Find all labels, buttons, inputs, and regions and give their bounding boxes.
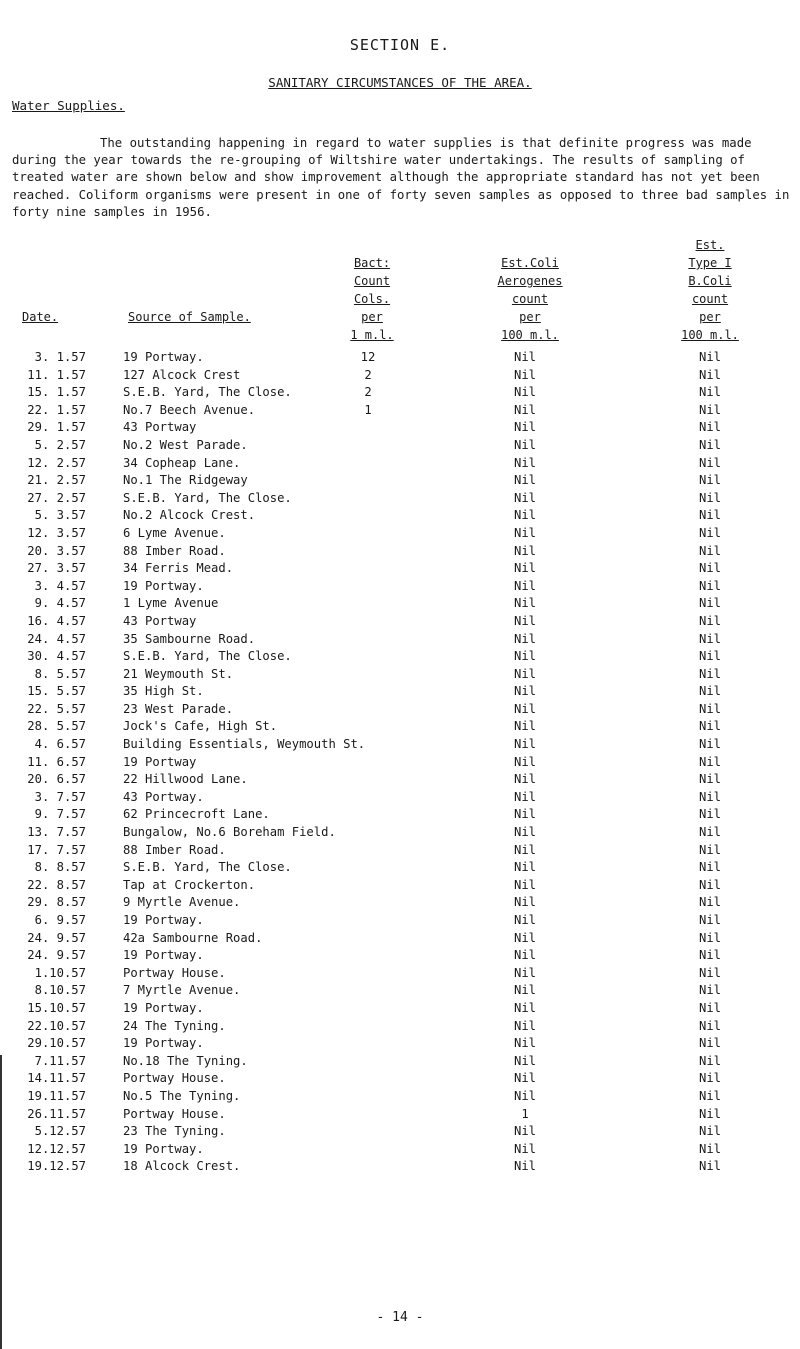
source-cell: Tap at Crockerton. <box>123 877 256 892</box>
header-line: per <box>519 310 541 324</box>
coli-count-cell: Nil <box>513 473 536 488</box>
coli-count-cell: Nil <box>513 596 536 611</box>
source-cell: No.7 Beech Avenue. <box>123 402 256 417</box>
coli-count-cell: Nil <box>513 719 536 734</box>
coli-count-cell: Nil <box>513 1053 536 1068</box>
header-line: Est. <box>695 238 725 252</box>
table-row <box>0 402 800 420</box>
section-title: SECTION E. <box>349 36 451 54</box>
source-cell: No.1 The Ridgeway <box>123 473 248 488</box>
date-cell: 21. 2.57 <box>27 473 86 488</box>
source-cell: S.E.B. Yard, The Close. <box>123 385 292 400</box>
type-i-count-cell: Nil <box>698 561 721 576</box>
source-cell: 127 Alcock Crest <box>123 367 241 382</box>
table-row <box>0 367 800 385</box>
coli-count-cell: Nil <box>513 613 536 628</box>
coli-count-cell: Nil <box>513 948 536 963</box>
date-cell: 27. 3.57 <box>27 561 86 576</box>
date-cell: 12.12.57 <box>27 1141 86 1156</box>
type-i-count-cell: Nil <box>698 1141 721 1156</box>
date-cell: 17. 7.57 <box>27 842 86 857</box>
source-cell: No.2 Alcock Crest. <box>123 508 256 523</box>
date-cell: 22. 8.57 <box>27 877 86 892</box>
date-cell: 12. 3.57 <box>27 525 86 540</box>
coli-count-cell: Nil <box>513 842 536 857</box>
source-cell: 19 Portway. <box>123 948 204 963</box>
date-cell: 13. 7.57 <box>27 825 86 840</box>
table-row <box>0 1106 800 1124</box>
table-row <box>0 701 800 719</box>
type-i-count-cell: Nil <box>698 1159 721 1174</box>
coli-count-cell: Nil <box>513 437 536 452</box>
source-cell: 18 Alcock Crest. <box>123 1159 241 1174</box>
coli-count-cell: Nil <box>513 825 536 840</box>
table-row <box>0 1018 800 1036</box>
table-row <box>0 930 800 948</box>
type-i-count-cell: Nil <box>698 877 721 892</box>
header-line: per <box>361 310 383 324</box>
table-row <box>0 754 800 772</box>
date-cell: 22. 5.57 <box>27 701 86 716</box>
table-row <box>0 613 800 631</box>
type-i-count-cell: Nil <box>698 789 721 804</box>
header-est-coli <box>460 254 600 344</box>
type-i-count-cell: Nil <box>698 895 721 910</box>
table-row <box>0 1141 800 1159</box>
header-line: count <box>691 292 729 306</box>
type-i-count-cell: Nil <box>698 860 721 875</box>
table-row <box>0 824 800 842</box>
source-cell: No.18 The Tyning. <box>123 1053 248 1068</box>
coli-count-cell: Nil <box>513 1159 536 1174</box>
date-cell: 8.10.57 <box>34 983 86 998</box>
type-i-count-cell: Nil <box>698 948 721 963</box>
type-i-count-cell: Nil <box>698 983 721 998</box>
header-line: Count <box>353 274 391 288</box>
source-cell: 7 Myrtle Avenue. <box>123 983 241 998</box>
date-cell: 5.12.57 <box>34 1124 86 1139</box>
header-line: Aerogenes <box>497 274 563 288</box>
coli-count-cell: Nil <box>513 666 536 681</box>
type-i-count-cell: Nil <box>698 1106 721 1121</box>
coli-count-cell: Nil <box>513 1141 536 1156</box>
table-row <box>0 842 800 860</box>
source-cell: S.E.B. Yard, The Close. <box>123 490 292 505</box>
table-row <box>0 578 800 596</box>
date-cell: 24. 4.57 <box>27 631 86 646</box>
date-cell: 15. 1.57 <box>27 385 86 400</box>
header-line: per <box>699 310 721 324</box>
source-cell: 34 Copheap Lane. <box>123 455 241 470</box>
source-cell: 88 Imber Road. <box>123 842 226 857</box>
coli-count-cell: Nil <box>513 543 536 558</box>
type-i-count-cell: Nil <box>698 508 721 523</box>
coli-count-cell: Nil <box>513 385 536 400</box>
type-i-count-cell: Nil <box>698 613 721 628</box>
date-cell: 15.10.57 <box>27 1000 86 1015</box>
coli-count-cell: Nil <box>513 772 536 787</box>
source-cell: No.5 The Tyning. <box>123 1088 241 1103</box>
source-cell: S.E.B. Yard, The Close. <box>123 860 292 875</box>
table-row <box>0 507 800 525</box>
coli-count-cell: Nil <box>513 508 536 523</box>
table-row <box>0 490 800 508</box>
bact-count-cell: 12 <box>360 350 376 364</box>
header-line: Cols. <box>353 292 391 306</box>
source-cell: 6 Lyme Avenue. <box>123 525 226 540</box>
coli-count-cell: Nil <box>513 1000 536 1015</box>
table-row <box>0 1158 800 1176</box>
type-i-count-cell: Nil <box>698 965 721 980</box>
header-line: Type I <box>688 256 732 270</box>
source-cell: 24 The Tyning. <box>123 1018 226 1033</box>
type-i-count-cell: Nil <box>698 719 721 734</box>
table-row <box>0 1088 800 1106</box>
date-cell: 30. 4.57 <box>27 649 86 664</box>
type-i-count-cell: Nil <box>698 578 721 593</box>
date-cell: 16. 4.57 <box>27 613 86 628</box>
source-cell: 43 Portway <box>123 420 197 435</box>
table-row <box>0 543 800 561</box>
sample-table <box>0 349 800 1176</box>
table-row <box>0 718 800 736</box>
date-cell: 8. 5.57 <box>34 666 86 681</box>
type-i-count-cell: Nil <box>698 1088 721 1103</box>
page-subheading: SANITARY CIRCUMSTANCES OF THE AREA. <box>268 75 532 90</box>
coli-count-cell: Nil <box>513 860 536 875</box>
date-cell: 3. 7.57 <box>34 789 86 804</box>
source-cell: 19 Portway. <box>123 350 204 364</box>
type-i-count-cell: Nil <box>698 737 721 752</box>
coli-count-cell: Nil <box>513 1036 536 1051</box>
coli-count-cell: Nil <box>513 930 536 945</box>
table-row <box>0 1000 800 1018</box>
date-cell: 5. 3.57 <box>34 508 86 523</box>
subsection-heading: Water Supplies. <box>12 98 125 113</box>
type-i-count-cell: Nil <box>698 701 721 716</box>
date-cell: 24. 9.57 <box>27 948 86 963</box>
source-cell: 43 Portway <box>123 613 197 628</box>
table-row <box>0 1053 800 1071</box>
type-i-count-cell: Nil <box>698 455 721 470</box>
coli-count-cell: Nil <box>513 1018 536 1033</box>
date-cell: 9. 7.57 <box>34 807 86 822</box>
table-row <box>0 1070 800 1088</box>
table-row <box>0 1123 800 1141</box>
source-cell: 19 Portway. <box>123 913 204 927</box>
coli-count-cell: Nil <box>513 367 536 382</box>
table-row <box>0 437 800 455</box>
source-cell: 42a Sambourne Road. <box>123 930 263 945</box>
type-i-count-cell: Nil <box>698 807 721 822</box>
header-line: Bact: <box>353 256 391 270</box>
type-i-count-cell: Nil <box>698 1036 721 1051</box>
table-row <box>0 648 800 666</box>
table-row <box>0 965 800 983</box>
type-i-count-cell: Nil <box>698 490 721 505</box>
table-row <box>0 455 800 473</box>
bact-count-cell: 2 <box>364 367 372 382</box>
type-i-count-cell: Nil <box>698 754 721 769</box>
date-cell: 4. 6.57 <box>34 737 86 752</box>
table-row <box>0 666 800 684</box>
table-row <box>0 419 800 437</box>
coli-count-cell: Nil <box>513 895 536 910</box>
date-cell: 5. 2.57 <box>34 437 86 452</box>
type-i-count-cell: Nil <box>698 350 721 364</box>
type-i-count-cell: Nil <box>698 385 721 400</box>
coli-count-cell: Nil <box>513 561 536 576</box>
source-cell: 23 The Tyning. <box>123 1124 226 1139</box>
date-cell: 3. 4.57 <box>34 578 86 593</box>
header-source: Source of Sample. <box>128 310 251 324</box>
table-row <box>0 982 800 1000</box>
table-row <box>0 771 800 789</box>
date-cell: 20. 6.57 <box>27 772 86 787</box>
source-cell: Portway House. <box>123 1106 226 1121</box>
header-line: 100 m.l. <box>681 328 739 342</box>
table-row <box>0 877 800 895</box>
date-cell: 11. 6.57 <box>27 754 86 769</box>
source-cell: S.E.B. Yard, The Close. <box>123 649 292 664</box>
table-row <box>0 894 800 912</box>
table-row <box>0 947 800 965</box>
header-type-i <box>640 236 780 344</box>
date-cell: 26.11.57 <box>27 1106 86 1121</box>
scan-edge-line <box>0 1055 2 1349</box>
header-date: Date. <box>22 310 59 324</box>
table-row <box>0 736 800 754</box>
source-cell: Building Essentials, Weymouth St. <box>123 737 366 752</box>
coli-count-cell: Nil <box>513 965 536 980</box>
source-cell: 23 West Parade. <box>123 701 234 716</box>
date-cell: 29. 1.57 <box>27 420 86 435</box>
date-cell: 22. 1.57 <box>27 402 86 417</box>
table-row <box>0 789 800 807</box>
source-cell: 9 Myrtle Avenue. <box>123 895 241 910</box>
type-i-count-cell: Nil <box>698 473 721 488</box>
type-i-count-cell: Nil <box>698 367 721 382</box>
coli-count-cell: Nil <box>513 420 536 435</box>
source-cell: 43 Portway. <box>123 789 204 804</box>
header-line: Est.Coli <box>501 256 559 270</box>
type-i-count-cell: Nil <box>698 649 721 664</box>
coli-count-cell: Nil <box>513 1071 536 1086</box>
date-cell: 29.10.57 <box>27 1036 86 1051</box>
table-row <box>0 384 800 402</box>
type-i-count-cell: Nil <box>698 437 721 452</box>
type-i-count-cell: Nil <box>698 402 721 417</box>
coli-count-cell: Nil <box>513 913 536 927</box>
coli-count-cell: Nil <box>513 578 536 593</box>
source-cell: 19 Portway. <box>123 1036 204 1051</box>
source-cell: 35 High St. <box>123 684 204 699</box>
date-cell: 29. 8.57 <box>27 895 86 910</box>
source-cell: 62 Princecroft Lane. <box>123 807 270 822</box>
coli-count-cell: Nil <box>513 983 536 998</box>
date-cell: 7.11.57 <box>34 1053 86 1068</box>
coli-count-cell: Nil <box>513 789 536 804</box>
type-i-count-cell: Nil <box>698 1018 721 1033</box>
type-i-count-cell: Nil <box>698 684 721 699</box>
date-cell: 9. 4.57 <box>34 596 86 611</box>
type-i-count-cell: Nil <box>698 772 721 787</box>
source-cell: Bungalow, No.6 Boreham Field. <box>123 825 336 840</box>
coli-count-cell: Nil <box>513 490 536 505</box>
source-cell: 19 Portway. <box>123 1000 204 1015</box>
date-cell: 11. 1.57 <box>27 367 86 382</box>
table-row <box>0 1035 800 1053</box>
source-cell: Portway House. <box>123 1071 226 1086</box>
date-cell: 15. 5.57 <box>27 684 86 699</box>
type-i-count-cell: Nil <box>698 1000 721 1015</box>
date-cell: 24. 9.57 <box>27 930 86 945</box>
coli-count-cell: Nil <box>513 1124 536 1139</box>
header-line: 1 m.l. <box>350 328 394 342</box>
date-cell: 28. 5.57 <box>27 719 86 734</box>
date-cell: 27. 2.57 <box>27 490 86 505</box>
coli-count-cell: Nil <box>513 877 536 892</box>
type-i-count-cell: Nil <box>698 825 721 840</box>
source-cell: 22 Hillwood Lane. <box>123 772 248 787</box>
type-i-count-cell: Nil <box>698 543 721 558</box>
header-bact-count <box>312 254 432 344</box>
date-cell: 19.12.57 <box>27 1159 86 1174</box>
date-cell: 8. 8.57 <box>34 860 86 875</box>
type-i-count-cell: Nil <box>698 913 721 927</box>
coli-count-cell: Nil <box>513 701 536 716</box>
coli-count-cell: Nil <box>513 631 536 646</box>
table-row <box>0 349 800 367</box>
coli-count-cell: Nil <box>513 402 536 417</box>
coli-count-cell: Nil <box>513 525 536 540</box>
date-cell: 14.11.57 <box>27 1071 86 1086</box>
source-cell: 21 Weymouth St. <box>123 666 234 681</box>
type-i-count-cell: Nil <box>698 930 721 945</box>
coli-count-cell: Nil <box>513 684 536 699</box>
type-i-count-cell: Nil <box>698 1053 721 1068</box>
coli-count-cell: Nil <box>513 455 536 470</box>
table-row <box>0 525 800 543</box>
date-cell: 19.11.57 <box>27 1088 86 1103</box>
source-cell: No.2 West Parade. <box>123 437 248 452</box>
source-cell: Portway House. <box>123 965 226 980</box>
date-cell: 22.10.57 <box>27 1018 86 1033</box>
source-cell: 34 Ferris Mead. <box>123 561 234 576</box>
bact-count-cell: 2 <box>364 385 372 400</box>
type-i-count-cell: Nil <box>698 420 721 435</box>
date-cell: 6. 9.57 <box>34 913 86 927</box>
source-cell: 1 Lyme Avenue <box>123 596 219 611</box>
type-i-count-cell: Nil <box>698 842 721 857</box>
source-cell: 19 Portway. <box>123 578 204 593</box>
source-cell: 19 Portway. <box>123 1141 204 1156</box>
table-row <box>0 631 800 649</box>
bact-count-cell: 1 <box>364 402 372 417</box>
type-i-count-cell: Nil <box>698 1124 721 1139</box>
header-line: 100 m.l. <box>501 328 559 342</box>
coli-count-cell: Nil <box>513 649 536 664</box>
table-row <box>0 859 800 877</box>
date-cell: 12. 2.57 <box>27 455 86 470</box>
header-line: count <box>511 292 549 306</box>
header-line: B.Coli <box>688 274 732 288</box>
date-cell: 3. 1.57 <box>34 350 86 364</box>
coli-count-cell: Nil <box>513 1088 536 1103</box>
page-number: - 14 - <box>376 1310 424 1325</box>
type-i-count-cell: Nil <box>698 525 721 540</box>
coli-count-cell: Nil <box>513 350 536 364</box>
source-cell: 19 Portway <box>123 754 197 769</box>
type-i-count-cell: Nil <box>698 631 721 646</box>
type-i-count-cell: Nil <box>698 596 721 611</box>
source-cell: Jock's Cafe, High St. <box>123 719 278 734</box>
type-i-count-cell: Nil <box>698 1071 721 1086</box>
table-row <box>0 806 800 824</box>
table-row <box>0 683 800 701</box>
table-row <box>0 912 800 930</box>
coli-count-cell: Nil <box>513 737 536 752</box>
source-cell: 88 Imber Road. <box>123 543 226 558</box>
date-cell: 20. 3.57 <box>27 543 86 558</box>
intro-paragraph: The outstanding happening in regard to water supplies is that definite progress was made during the year towards the re-grouping of Wiltshire water undertakings. The results of sampling of treated water are shown below and show improvement although the appropriate standard has not yet been reached. Coliform organisms were present in one of forty seven samples as opposed to three bad samples in forty nine samples in 1956. <box>12 136 790 219</box>
date-cell: 1.10.57 <box>34 965 86 980</box>
table-row <box>0 595 800 613</box>
coli-count-cell: Nil <box>513 754 536 769</box>
type-i-count-cell: Nil <box>698 666 721 681</box>
coli-count-cell: 1 <box>521 1106 529 1121</box>
table-row <box>0 560 800 578</box>
source-cell: 35 Sambourne Road. <box>123 631 256 646</box>
coli-count-cell: Nil <box>513 807 536 822</box>
table-row <box>0 472 800 490</box>
